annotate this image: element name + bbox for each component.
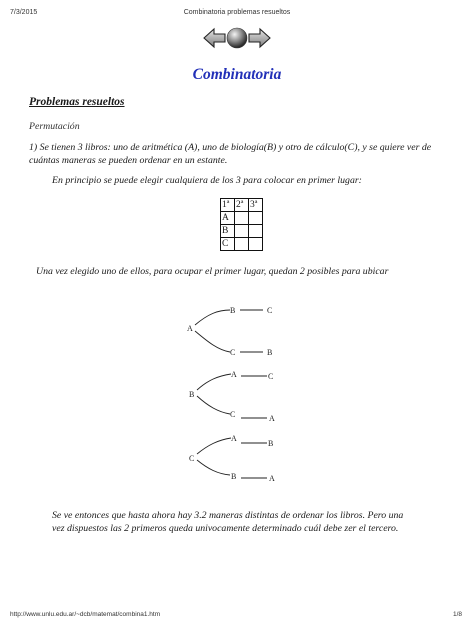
tree-leaf-label: A (269, 474, 275, 483)
tree-branch-up (195, 310, 230, 325)
nav-bar (203, 26, 271, 50)
tree-root-label: C (189, 454, 195, 463)
grid-cell: A (221, 212, 235, 225)
grid-cell (249, 212, 263, 225)
grid-cell (249, 238, 263, 251)
tree-leaf-label: A (269, 414, 275, 423)
grid-cell (235, 212, 249, 225)
tree-branch-up (197, 374, 231, 390)
after-text: Una vez elegido uno de ellos, para ocupar el primer lugar, quedan 2 posibles para ubicar (36, 266, 389, 277)
right-arrow-icon[interactable] (249, 29, 270, 47)
tree-leaf-label: B (267, 348, 273, 357)
left-arrow-icon[interactable] (204, 29, 225, 47)
tree-leaf-label: C (268, 372, 274, 381)
grid-row (221, 212, 263, 225)
tree-diagrams (170, 296, 290, 483)
tree-node-label: A (231, 370, 237, 379)
tree-node-label: B (230, 306, 236, 315)
grid-cell (235, 225, 249, 238)
intro-text: En principio se puede elegir cualquiera de los 3 para colocar en primer lugar: (52, 175, 362, 186)
print-date: 7/3/2015 (10, 9, 38, 16)
tree-node-label: B (231, 472, 237, 481)
conclusion (52, 509, 448, 535)
problem-line: 1) Se tienen 3 libros: uno de aritmética (A), uno de biología(B) y otro de cálculo(C), y se quiere ver de (29, 142, 432, 153)
tree-node-label: A (231, 434, 237, 443)
conclusion-line: vez dispuestos las 2 primeros queda univocamente determinado cuál debe zer el tercero. (52, 523, 399, 534)
grid-cell: C (221, 238, 235, 251)
grid-row (221, 238, 263, 251)
position-grid (220, 198, 263, 251)
conclusion-line: Se ve entonces que hasta ahora hay 3.2 maneras distintas de ordenar los libros. Pero una (52, 510, 404, 521)
tree-b (189, 370, 275, 423)
tree-leaf-label: C (267, 306, 273, 315)
tree-branch-up (197, 438, 231, 454)
grid-cell (249, 225, 263, 238)
tree-c (189, 434, 275, 483)
tree-root-label: A (187, 324, 193, 333)
tree-node-label: C (230, 348, 236, 357)
grid-cell: B (221, 225, 235, 238)
tree-a (187, 306, 272, 357)
grid-header-cell: 3ª (249, 199, 263, 212)
grid-header-cell: 1ª (221, 199, 235, 212)
grid-cell (235, 238, 249, 251)
tree-node-label: C (230, 410, 236, 419)
tree-branch-down (197, 460, 230, 475)
print-url: http://www.unlu.edu.ar/~dcb/matemat/combina1.htm (10, 611, 161, 618)
problem-line: cuántas maneras se pueden ordenar en un estante. (29, 155, 228, 166)
tree-leaf-label: B (268, 439, 274, 448)
tree-branch-down (197, 396, 230, 414)
subsection-title: Permutación (29, 121, 80, 132)
tree-root-label: B (189, 390, 195, 399)
ball-icon[interactable] (227, 28, 247, 48)
grid-header-cell: 2ª (235, 199, 249, 212)
page-title: Combinatoria (192, 66, 282, 83)
print-doc-title: Combinatoria problemas resueltos (183, 9, 291, 16)
grid-header-row (221, 199, 263, 212)
problem-statement (29, 141, 447, 167)
tree-branch-down (195, 331, 230, 352)
section-title: Problemas resueltos (29, 96, 125, 108)
grid-row (221, 225, 263, 238)
print-page-number: 1/8 (452, 611, 462, 618)
